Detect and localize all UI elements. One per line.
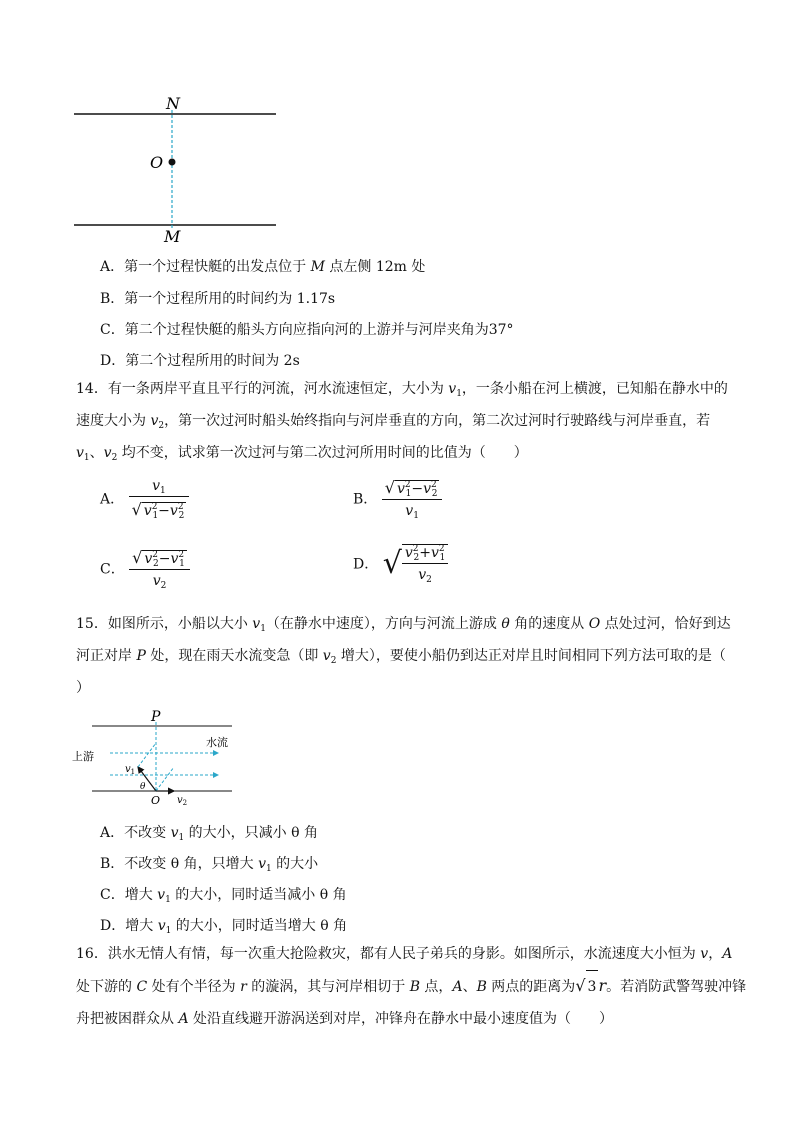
- q16-stem: 16．洪水无情人有情，每一次重大抢险救灾，都有人民子弟兵的身影。如图所示，水流速度大小恒为 v，A 处下游的 C 处有个半径为 r 的漩涡，其与河岸相切于 B 点，A、B 两点的距离为√ 3 r。若消防武警驾驶冲锋 舟把被困群众从 A 处沿直线避开游涡送到对岸，冲锋舟在静水中最小速度值为（ ）: [76, 946, 747, 1027]
- q15-option-a: A．不改变 $v_1$ 的大小，只减小 θ 角: [100, 825, 319, 843]
- label-m: M: [164, 227, 181, 242]
- q13-option-d: D．第二个过程所用的时间为 2s: [100, 353, 300, 369]
- fig-label-v2: $v_2$: [177, 795, 188, 807]
- fig-label-v1: $v_1$: [125, 764, 136, 776]
- q15-stem: 15．如图所示，小船以大小 $v_1$（在静水中速度），方向与河流上游成 θ 角的速度从 O 点处过河，恰好到达 河正对岸 P 处，现在雨天水流变急（即 $v_2$ 增大），要使小船仍到达正对岸且时间相同下列方法可取的是（ ）: [76, 616, 731, 696]
- label-n: N: [166, 94, 180, 113]
- q15-option-b: B．不改变 θ 角，只增大 $v_1$ 的大小: [100, 856, 319, 874]
- fig-label-upstream: 上游: [72, 750, 94, 763]
- fig-label-p: P: [151, 709, 161, 725]
- river-figure-boat: [70, 708, 240, 810]
- q13-option-c: C．第二个过程快艇的船头方向应指向河的上游并与河岸夹角为37°: [100, 322, 514, 338]
- fig-label-flow: 水流: [206, 736, 228, 749]
- q14-option-b: B． $\frac{√ v^2_1-v^2_2}{v_1}$: [353, 478, 442, 519]
- q15-option-c: C．增大 $v_1$ 的大小，同时适当减小 θ 角: [100, 887, 347, 905]
- q14-stem: 14．有一条两岸平直且平行的河流，河水流速恒定，大小为 $v_1$，一条小船在河上横渡，已知船在静水中的 速度大小为 $v_2$，第一次过河时船头始终指向与河岸垂直的方向，第二次过河时行驶路线与河岸垂直，若 $v_1$、$v_2$ 均不变，试求第一次过河与第二次过河所用时间的比值为（ ）: [76, 381, 728, 463]
- q14-option-d: D． √ $\frac{v^2_2+v^2_1}{v_2}$: [353, 544, 448, 583]
- q15-option-d: D．增大 $v_1$ 的大小，同时适当增大 θ 角: [100, 918, 348, 936]
- q14-option-a: A． $\frac{v_1}{√ v^2_1-v^2_2}$: [100, 478, 189, 519]
- label-o: O: [150, 153, 164, 172]
- q13-option-a: A．第一个过程快艇的出发点位于 M 点左侧 12m 处: [100, 259, 426, 275]
- fig-label-theta: θ: [140, 782, 146, 792]
- q14-option-c: C． $\frac{√ v^2_2-v^2_1}{v_2}$: [100, 548, 190, 589]
- river-figure-nom: [70, 92, 290, 242]
- q13-option-b: B．第一个过程所用的时间约为 1.17s: [100, 291, 336, 307]
- fig-label-o: O: [151, 794, 161, 807]
